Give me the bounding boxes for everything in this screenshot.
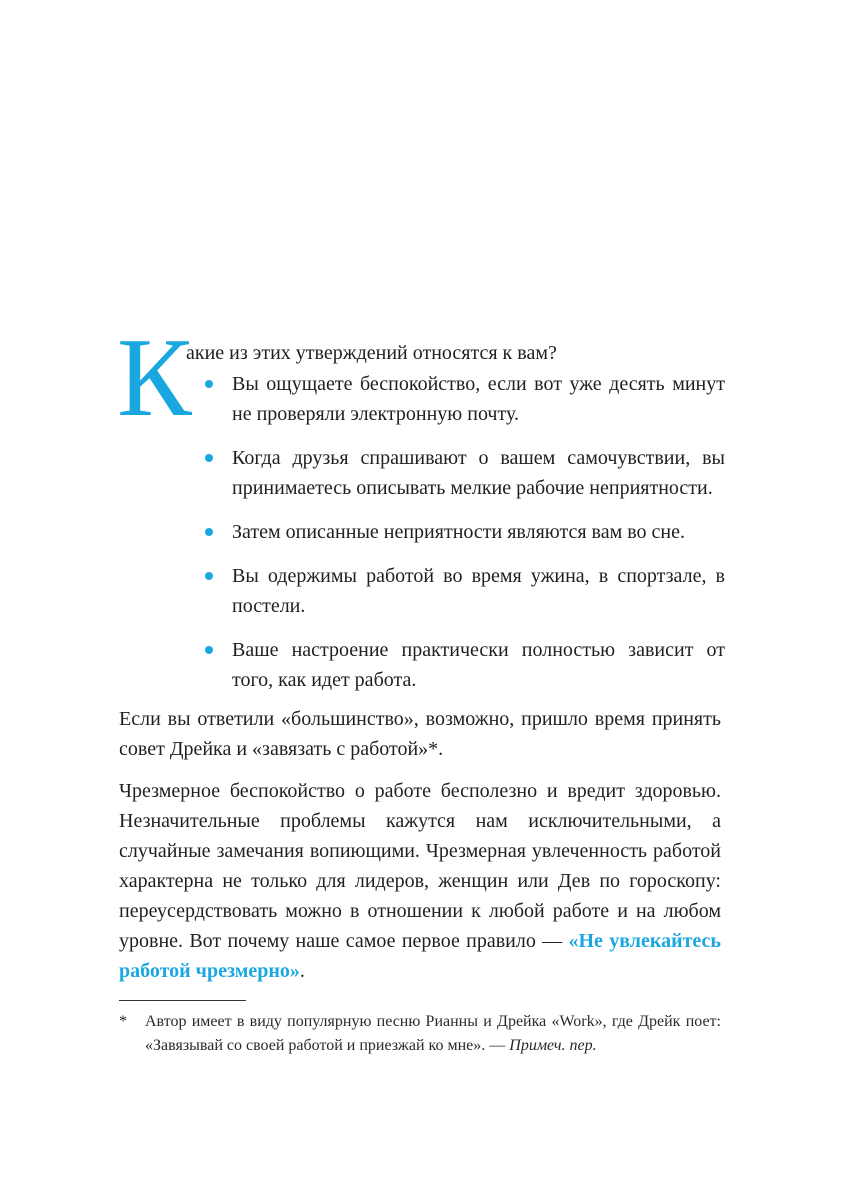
list-item-text: Ваше настроение практически полностью зависит от того, как идет работа. (232, 639, 725, 691)
statement-list (205, 369, 725, 709)
list-item (205, 369, 725, 429)
bullet-dot-icon (205, 454, 213, 462)
footnote-asterisk: * (119, 1013, 127, 1030)
footnote-text: Автор имеет в виду популярную песню Рианны и Дрейка «Work», где Дрейк поет: «Завязывай со своей работой и приезжай ко мне». — (145, 1013, 721, 1054)
list-item (205, 635, 725, 695)
rule-highlight: «Не увлекайтесь работой чрезмерно» (119, 930, 721, 982)
bullet-dot-icon (205, 380, 213, 388)
translator-note: Примеч. пер. (509, 1037, 597, 1054)
paragraph-rule (119, 776, 721, 986)
footnote (119, 1010, 721, 1058)
paragraph-rule-end: . (299, 960, 305, 982)
list-item-text: Вы одержимы работой во время ужина, в спортзале, в постели. (232, 565, 725, 617)
list-item-text: Вы ощущаете беспокойство, если вот уже десять минут не проверяли электронную почту. (232, 373, 725, 425)
list-item-text: Затем описанные неприятности являются вам во сне. (232, 521, 685, 543)
intro-question: акие из этих утверждений относятся к вам? (186, 342, 557, 364)
bullet-dot-icon (205, 646, 213, 654)
footnote-divider (119, 1000, 246, 1001)
list-item (205, 443, 725, 503)
footnote-text-block (145, 1010, 721, 1058)
drop-cap-letter: К (117, 316, 192, 440)
bullet-dot-icon (205, 528, 213, 536)
paragraph-answer: Если вы ответили «большинство», возможно, пришло время принять совет Дрейка и «завязать с работой»*. (119, 708, 721, 760)
list-item (205, 517, 725, 547)
list-item-text: Когда друзья спрашивают о вашем самочувствии, вы принимаетесь описывать мелкие рабочие неприятности. (232, 447, 725, 499)
bullet-dot-icon (205, 572, 213, 580)
paragraph-rule-text: Чрезмерное беспокойство о работе бесполезно и вредит здоровью. Незначительные проблемы кажутся нам исключительными, а случайные замечания вопиющими. Чрезмерная увлеченность работой характерна не только для лидеров, женщин или Дев по гороскопу: переусердствовать можно в отношении к любой работе и на любом уровне. Вот почему наше самое первое правило — (119, 780, 721, 952)
list-item (205, 561, 725, 621)
